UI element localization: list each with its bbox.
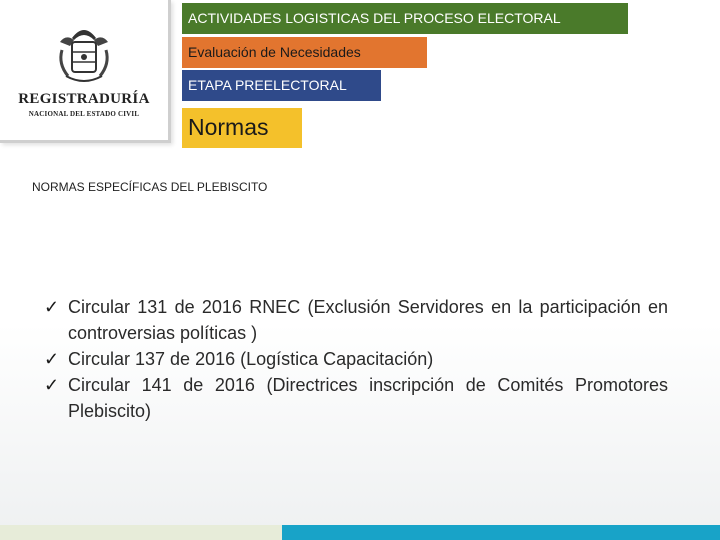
logo-panel: [0, 0, 171, 143]
check-icon: ✓: [44, 297, 60, 317]
list-item: [44, 294, 668, 346]
logo-subtitle: NACIONAL DEL ESTADO CIVIL: [28, 110, 140, 118]
list-item: [44, 346, 668, 372]
header-activities: ACTIVIDADES LOGISTICAS DEL PROCESO ELECTORAL: [182, 3, 628, 34]
list-item: [44, 372, 668, 424]
norms-list: [44, 294, 668, 424]
footer-bar-left: [0, 525, 282, 540]
header-stage: ETAPA PREELECTORAL: [182, 70, 381, 101]
header-normas: Normas: [182, 108, 302, 148]
list-item-text: Circular 141 de 2016 (Directrices inscripción de Comités Promotores Plebiscito): [68, 375, 668, 421]
check-icon: ✓: [44, 375, 60, 395]
list-item-text: Circular 131 de 2016 RNEC (Exclusión Servidores en la participación en controversias políticas ): [68, 297, 668, 343]
footer-bar: [0, 525, 720, 540]
footer-bar-right: [282, 525, 720, 540]
header-evaluation: Evaluación de Necesidades: [182, 37, 427, 68]
list-item-text: Circular 137 de 2016 (Logística Capacitación): [68, 349, 434, 369]
logo-title: REGISTRADURÍA: [18, 91, 150, 107]
section-subtitle: NORMAS ESPECÍFICAS DEL PLEBISCITO: [32, 180, 268, 194]
coat-of-arms-icon: [52, 20, 116, 88]
check-icon: ✓: [44, 349, 60, 369]
